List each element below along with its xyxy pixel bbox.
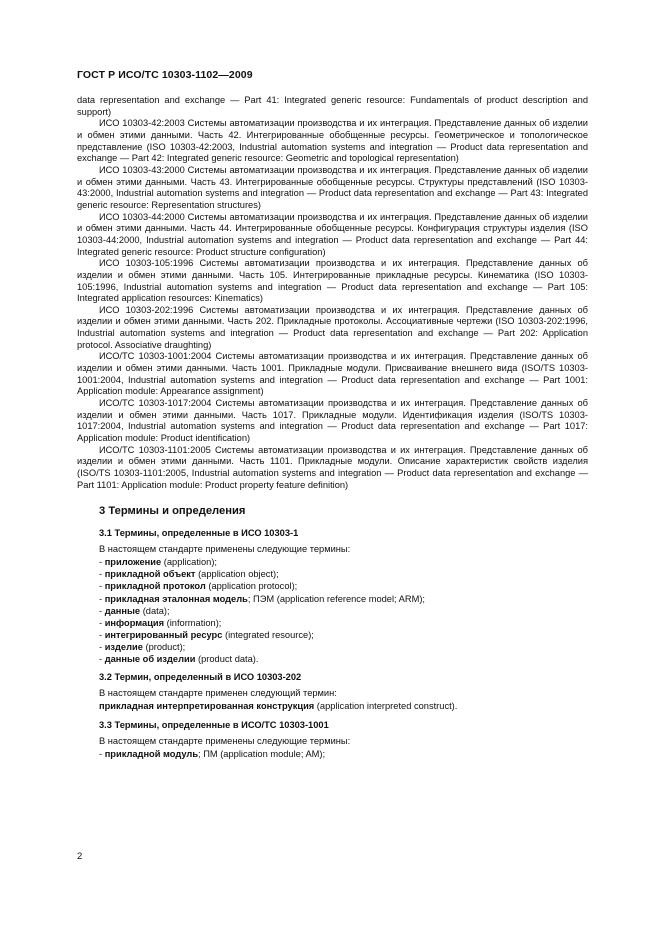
term-dash: -: [99, 569, 105, 580]
term-rest: (integrated resource);: [222, 629, 314, 640]
term-rest: (data);: [140, 605, 170, 616]
reference-paragraph: ИСО 10303-43:2000 Системы автоматизации производства и их интеграция. Представление данных об изделии и обмен этими данными. Часть 43. Интегрированные обобщенные ресурсы. Структуры представлений (ISO 10303-43:2000, Industrial automation systems and integration — Product data representation and exchange — Part 43: Integrated generic resource: Representation structures): [77, 164, 588, 210]
reference-paragraph: ИСО/ТС 10303-1017:2004 Системы автоматизации производства и их интеграция. Представление данных об изделии и обмен этими данными. Часть 1017. Прикладные модули. Идентификация изделия (ISO/TS 10303-1017:2004, Industrial automation systems and integration — Product data representation and exchange — Part 1017: Application module: Product identification): [77, 398, 588, 444]
term-item: [99, 617, 588, 629]
term-rest: ; ПМ (application module; AM);: [198, 749, 326, 760]
term-rest: (product);: [142, 641, 186, 652]
term-item: [99, 556, 588, 568]
term-item: [99, 748, 588, 760]
term-dash: -: [99, 641, 105, 652]
term-name: прикладная интерпретированная конструкция: [99, 701, 315, 712]
term-rest: (application interpreted construct).: [314, 701, 458, 712]
term-dash: -: [99, 581, 105, 592]
subsection-title: 3.3 Термины, определенные в ИСО/ТС 10303-1001: [99, 720, 329, 731]
term-item: [99, 593, 588, 605]
term-rest: (application);: [161, 557, 217, 568]
term-name: информация: [104, 617, 165, 628]
term-name: прикладной объект: [104, 569, 196, 580]
term-name: прикладная эталонная модель: [104, 593, 248, 604]
term-item: [99, 580, 588, 592]
section-title: 3 Термины и определения: [99, 505, 246, 518]
term-rest: (application object);: [195, 569, 279, 580]
term-list: [77, 748, 588, 760]
term-dash: -: [99, 629, 105, 640]
reference-paragraph: ИСО 10303-105:1996 Системы автоматизации производства и их интеграция. Представление данных об изделии и обмен этими данными. Часть 105. Интегрированные прикладные ресурсы. Кинематика (ISO 10303-105:1996, Industrial automation systems and integration — Product data representation and exchange — Part 105: Integrated application resources: Kinematics): [77, 258, 588, 304]
term-dash: -: [99, 557, 105, 568]
subsection-title: 3.2 Термин, определенный в ИСО 10303-202: [99, 672, 302, 683]
subsection-intro: В настоящем стандарте применены следующие термины:: [99, 543, 351, 554]
term-list: [77, 556, 588, 665]
reference-paragraph: data representation and exchange — Part 41: Integrated generic resource: Fundamentals of product description and support): [77, 95, 588, 117]
reference-paragraph: ИСО 10303-44:2000 Системы автоматизации производства и их интеграция. Представление данных об изделии и обмен этими данными. Часть 44. Интегрированные обобщенные ресурсы. Конфигурация структуры изделия (ISO 10303-44:2000, Industrial automation systems and integration — Product data representation and exchange — Part 44: Integrated generic resource: Product structure configuration): [77, 211, 588, 257]
term-name: данные об изделии: [104, 654, 196, 665]
term-rest: ; ПЭМ (application reference model; ARM);: [247, 593, 426, 604]
term-item: [99, 653, 588, 665]
term-name: прикладной модуль: [104, 749, 199, 760]
term-item: [99, 568, 588, 580]
page-number: 2: [77, 851, 83, 862]
term-item: [99, 641, 588, 653]
page-header: ГОСТ Р ИСО/ТС 10303-1102—2009: [77, 69, 253, 81]
term-rest: (information);: [164, 617, 222, 628]
subsection-title: 3.1 Термины, определенные в ИСО 10303-1: [99, 527, 299, 538]
reference-paragraph: ИСО/ТС 10303-1101:2005 Системы автоматизации производства и их интеграция. Представление данных об изделии и обмен этими данными. Часть 1101. Прикладные модули. Описание характеристик свойств изделия (ISO/TS 10303-1101:2005, Industrial automation systems and integration — Product data representation and exchange — Part 1101: Application module: Product property feature definition): [77, 444, 588, 490]
term-item: [99, 629, 588, 641]
term-name: приложение: [104, 557, 162, 568]
term-dash: -: [99, 593, 105, 604]
term-item: [99, 605, 588, 617]
subsection-intro: В настоящем стандарте применен следующий термин:: [99, 687, 337, 698]
term-line: [77, 701, 588, 713]
term-name: данные: [104, 605, 141, 616]
reference-paragraph: ИСО/ТС 10303-1001:2004 Системы автоматизации производства и их интеграция. Представление данных об изделии и обмен этими данными. Часть 1001. Прикладные модули. Присваивание внешнего вида (ISO/TS 10303-1001:2004, Industrial automation systems and integration — Product data representation and exchange — Part 1001: Application module: Appearance assignment): [77, 351, 588, 397]
term-rest: (application protocol);: [205, 581, 298, 592]
document-body: [77, 95, 588, 761]
subsection-intro: В настоящем стандарте применены следующие термины:: [99, 735, 351, 746]
term-name: прикладной протокол: [104, 581, 206, 592]
term-dash: -: [99, 749, 105, 760]
reference-paragraph: ИСО 10303-42:2003 Системы автоматизации производства и их интеграция. Представление данных об изделии и обмен этими данными. Часть 42. Интегрированные обобщенные ресурсы. Геометрическое и топологическое представление (ISO 10303-42:2003, Industrial automation systems and integration — Product data representation and exchange — Part 42: Integrated generic resource: Geometric and topological representation): [77, 118, 588, 164]
term-rest: (product data).: [195, 654, 259, 665]
term-name: изделие: [104, 641, 143, 652]
reference-paragraph: ИСО 10303-202:1996 Системы автоматизации производства и их интеграция. Представление данных об изделии и обмен этими данными. Часть 202. Прикладные протоколы. Ассоциативные чертежи (ISO 10303-202:1996, Industrial automation systems and integration — Product data representation and exchange — Part 202: Application protocol. Associative draughting): [77, 304, 588, 350]
term-dash: -: [99, 605, 105, 616]
term-dash: -: [99, 654, 105, 665]
term-name: интегрированный ресурс: [104, 629, 223, 640]
term-dash: -: [99, 617, 105, 628]
